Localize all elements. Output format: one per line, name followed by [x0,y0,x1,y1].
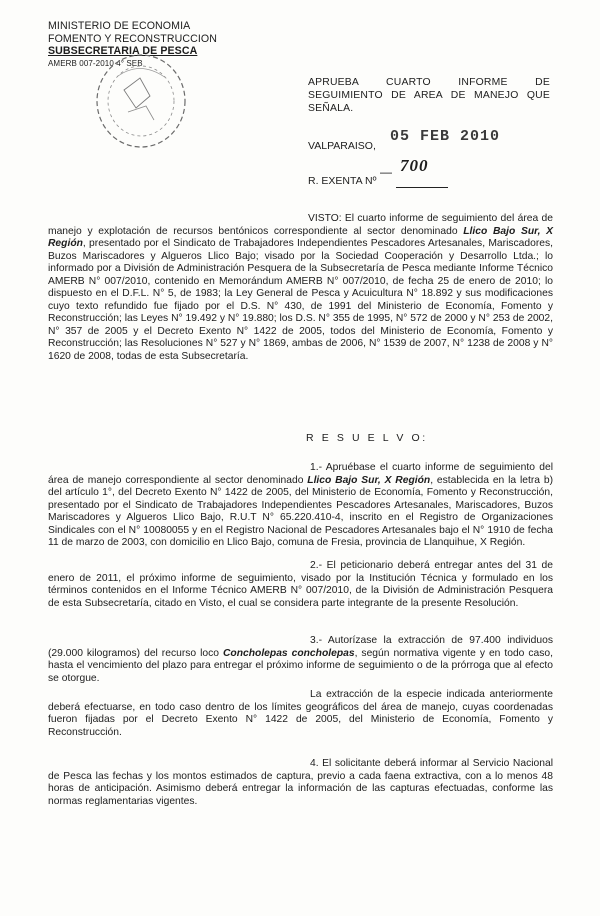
visto-lead: VISTO: [308,213,342,224]
resolution-number: 700 [400,156,429,175]
official-seal-stamp [88,48,194,154]
item-3-text: , según normativa vigente y en todo caso, hasta el vencimiento del plazo para entregar el próximo informe de seguimiento o de la prórroga que al efecto se otorgue. [48,647,554,684]
item-3-species-name: Concholepas concholepas [223,647,355,659]
resolution-subject: APRUEBA CUARTO INFORME DE SEGUIMIENTO DE AREA DE MANEJO QUE SEÑALA. [308,77,550,114]
item-3b-text: La extracción de la especie indicada anteriormente deberá efectuarse, en todo caso dentro de los límites geográficos del área de manejo, cuyas coordenadas fueron fijadas por el Decreto Exento N° 1422 de 2005, del Ministerio de Economía, Fomento y Reconstrucción. [48,689,553,738]
resuelvo-heading: R E S U E L V O: [306,432,428,444]
resolution-number-line [308,156,508,190]
item-3-lead: 3.- Autorízase la extracción de 97.400 individuos (29.000 kilogramos) del recurso loco [48,635,553,659]
item-2-paragraph [48,560,553,610]
visto-paragraph [48,213,553,364]
exenta-label: R. EXENTA Nº [308,175,377,187]
number-dash: — [380,165,392,179]
item-1-sector-name: Llico Bajo Sur, X Región [307,474,431,486]
reference-code: AMERB 007-2010 4° SEB [48,58,143,68]
visto-text-2: , presentado por el Sindicato de Trabajadores Independientes Pescadores Artesanales, Mariscadores, Buzos Mariscadores y Algueros Llico Bajo; visado por la Sociedad Cooperación y Desarrollo Ltda.; lo informado por a División de Administración Pesquera de la Subsecretaría de Pesca mediante Informe Técnico AMERB N° 007/2010, contenido en Memorándum AMERB N° 007/2010, de fecha 25 de enero de 2010; lo dispuesto en el D.F.L. N° 5, de 1983; la Ley General de Pesca y Acuicultura N° 18.892 y sus modificaciones cuyo texto refundido fue fijado por el D.S. N° 430, de 1991 del Ministerio de Economía, Fomento y Reconstrucción; las Leyes N° 19.492 y N° 19.880; los D.S. N° 355 de 1995, N° 572 de 2000 y N° 253 de 2002, N° 357 de 2005 y el Decreto Exento N° 1422 de 2005, todos del Ministerio de Economía, Fomento y Reconstrucción; las Resoluciones N° 527 y N° 1869, ambas de 2006, N° 1539 de 2007, N° 1238 de 2008 y N° 1620 de 2008, todas de esta Subsecretaría. [48,238,553,363]
item-4-text: 4. El solicitante deberá informar al Servicio Nacional de Pesca las fechas y los montos estimados de captura, previo a cada faena extractiva, con a lo menos 48 horas de anticipación. Asimismo deberá entregar la información de las capturas efectuadas, conforme las normas reglamentarias vigentes. [48,758,553,807]
place-date-line [308,128,568,158]
item-1-text: , establecida en la letra b) del artículo 1°, del Decreto Exento N° 1422 de 2005, del Ministerio de Economía, Fomento y Reconstrucción, presentado por el Sindicato de Trabajadores Independientes Pescadores Artesanales, Mariscadores, Buzos Mariscadores y Algueros Llico Bajo, R.U.T N° 65.220.410-4, inscrito en el Registro de Organizaciones Sindicales con el N° 10080055 y en el Registro Nacional de Pescadores Artesanales bajo el N° 1910 de fecha 11 de marzo de 2003, con domicilio en Llico Bajo, comuna de Fresia, provincia de Llanquihue, X Región. [48,474,553,549]
subsecretaria-name: SUBSECRETARIA DE PESCA [48,45,198,57]
item-4-paragraph [48,758,553,808]
visto-sector-name: Llico Bajo Sur, X Región [48,225,553,250]
visto-text-1: El cuarto informe de seguimiento del área de manejo y explotación de recursos bentónicos correspondiente al sector denominado [48,213,553,237]
date-stamp: 05 FEB 2010 [390,128,501,145]
item-2-text: 2.- El peticionario deberá entregar antes del 31 de enero de 2011, el próximo informe de seguimiento, visado por la Institución Técnica y formulado en los términos contenidos en el Informe Técnico AMERB N° 007/2010, de la División de Administración Pesquera de esta Subsecretaría, citado en Visto, el cual se considera parte integrante de la presente Resolución. [48,560,553,609]
place-label: VALPARAISO, [308,140,376,152]
item-1-paragraph [48,462,553,550]
ministry-name-line2: FOMENTO Y RECONSTRUCCION [48,32,217,45]
ministry-name: MINISTERIO DE ECONOMIA [48,20,191,32]
item-1-lead: 1.- Apruébase el cuarto informe de seguimiento del área de manejo correspondiente al sector denominado [48,462,553,486]
item-3-paragraph [48,635,553,685]
item-3b-paragraph [48,689,553,739]
number-underline [396,187,448,188]
